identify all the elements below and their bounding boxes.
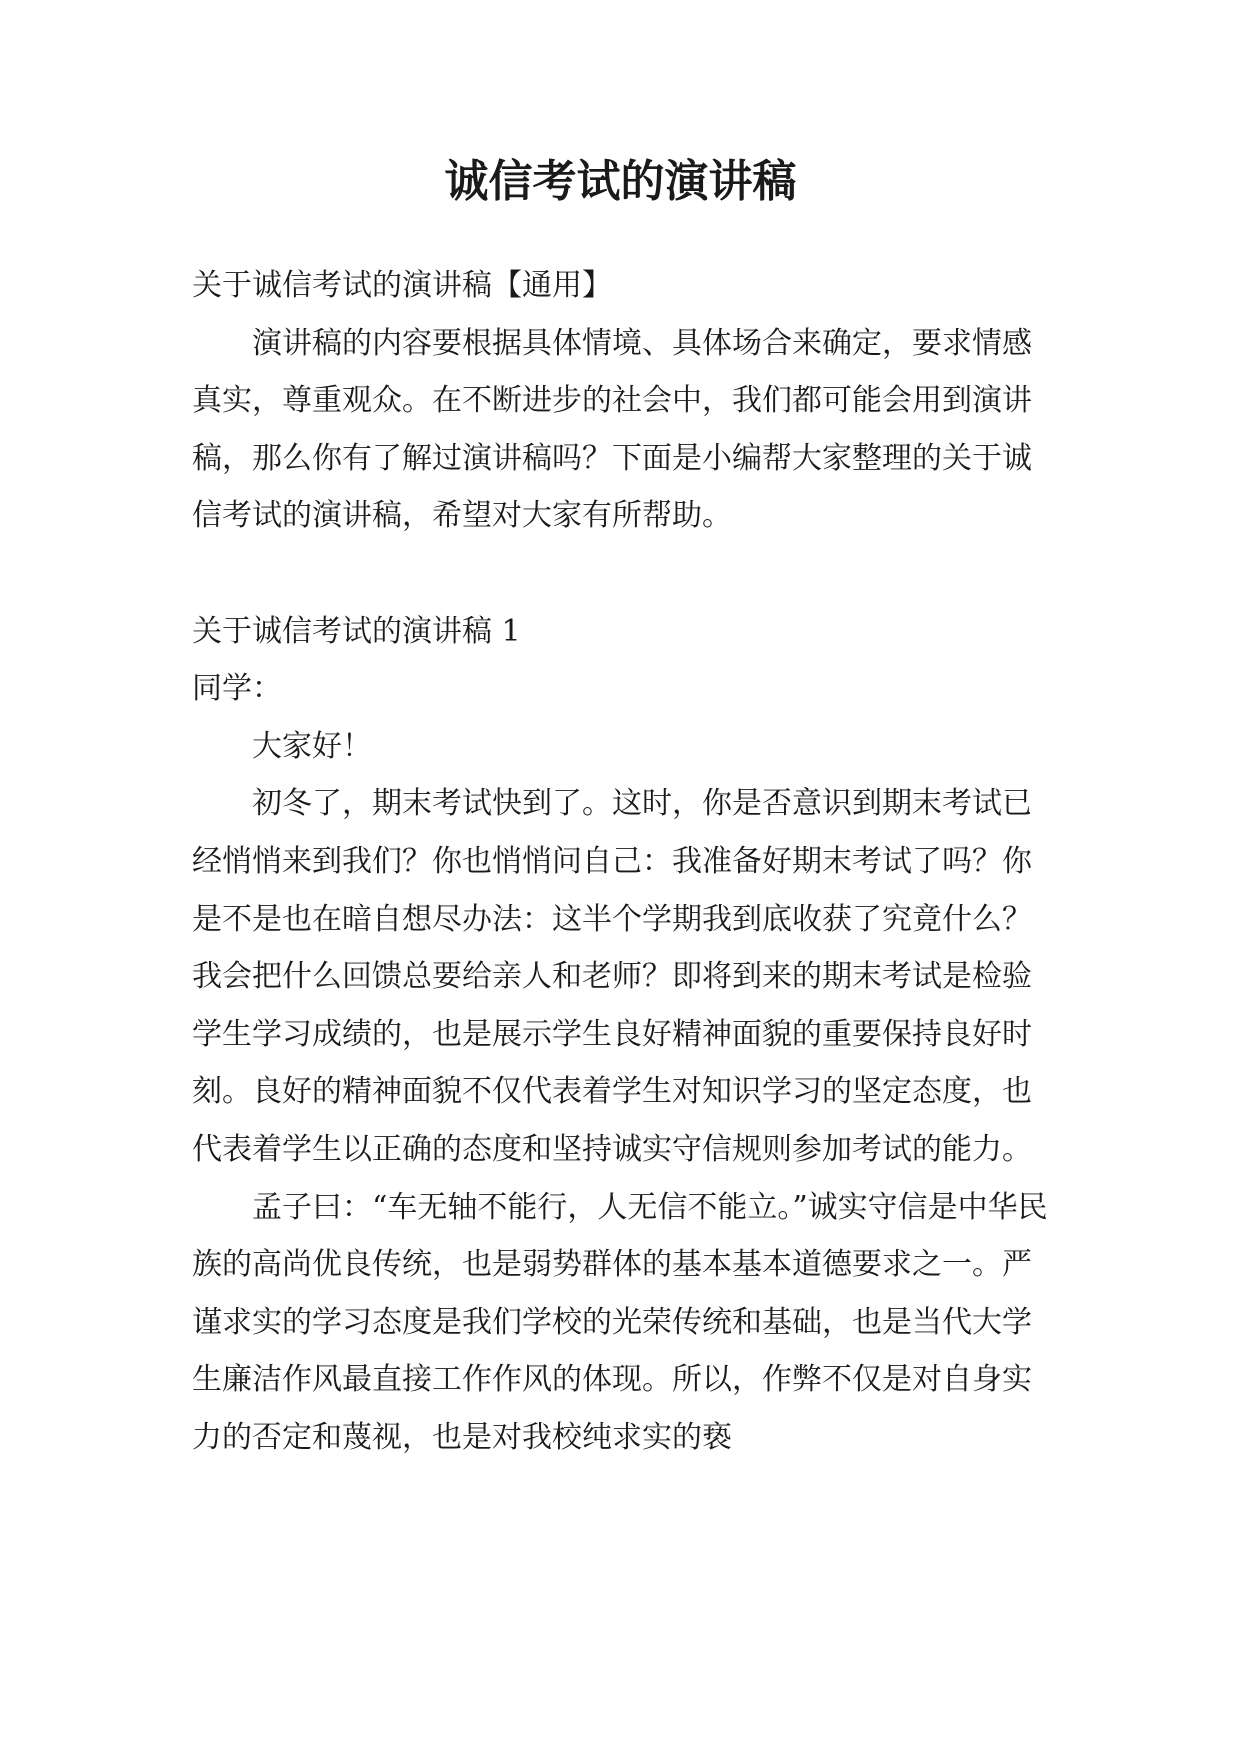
document-body xyxy=(192,257,1058,1466)
body-paragraph: 初冬了，期末考试快到了。这时，你是否意识到期末考试已经悄悄来到我们？你也悄悄问自己：我准备好期末考试了吗？你是不是也在暗自想尽办法：这半个学期我到底收获了究竟什么？我会把什么回馈总要给亲人和老师？即将到来的期末考试是检验学生学习成绩的，也是展示学生良好精神面貌的重要保持良好时刻。良好的精神面貌不仅代表着学生对知识学习的坚定态度，也代表着学生以正确的态度和坚持诚实守信规则参加考试的能力。 xyxy=(192,786,1032,1167)
intro-paragraph: 演讲稿的内容要根据具体情境、具体场合来确定，要求情感真实，尊重观众。在不断进步的社会中，我们都可能会用到演讲稿，那么你有了解过演讲稿吗？下面是小编帮大家整理的关于诚信考试的演讲稿，希望对大家有所帮助。 xyxy=(192,325,1032,534)
section-heading: 关于诚信考试的演讲稿 1 xyxy=(192,613,521,649)
document-title: 诚信考试的演讲稿 xyxy=(444,156,797,207)
greeting: 大家好！ xyxy=(252,728,372,764)
subtitle: 关于诚信考试的演讲稿【通用】 xyxy=(192,268,612,303)
body-paragraph: 孟子曰：“车无轴不能行，人无信不能立。”诚实守信是中华民族的高尚优良传统，也是弱势群体的基本基本道德要求之一。严谨求实的学习态度是我们学校的光荣传统和基础，也是当代大学生廉洁作风最直接工作作风的体现。所以，作弊不仅是对自身实力的否定和蔑视，也是对我校纯求实的亵 xyxy=(192,1189,1048,1455)
section-spacer xyxy=(192,545,1058,603)
salutation: 同学： xyxy=(192,671,282,707)
